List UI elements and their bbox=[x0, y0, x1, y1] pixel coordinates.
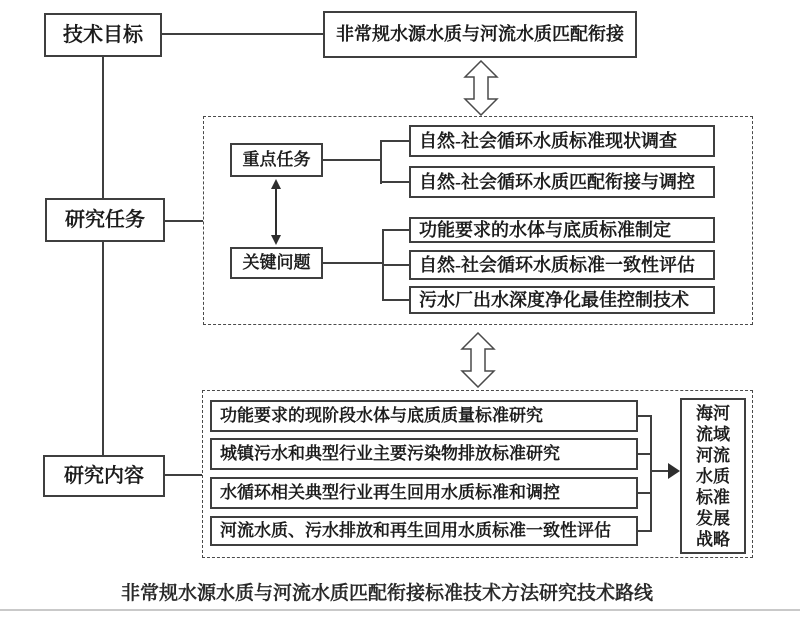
vertical-double-arrow-icon bbox=[268, 178, 284, 246]
bracket-line bbox=[384, 229, 409, 231]
left-spine-line bbox=[102, 57, 104, 455]
key-task-item-label: 自然-社会循环水质标准现状调查 bbox=[419, 130, 677, 151]
overall-goal-label: 非常规水源水质与河流水质匹配衔接 bbox=[336, 24, 624, 45]
research-content-box bbox=[43, 455, 165, 497]
overall-goal-box bbox=[323, 11, 637, 58]
research-item-box bbox=[210, 516, 638, 546]
key-problem-item-label: 污水厂出水深度净化最佳控制技术 bbox=[419, 289, 689, 310]
tech-goal-box bbox=[44, 13, 162, 57]
research-item-box bbox=[210, 400, 638, 432]
research-tasks-label: 研究任务 bbox=[65, 208, 145, 231]
research-content-label: 研究内容 bbox=[64, 464, 144, 487]
key-problem-item-label: 自然-社会循环水质标准一致性评估 bbox=[419, 254, 695, 275]
bracket-line bbox=[382, 140, 409, 142]
key-tasks-label-box bbox=[230, 143, 323, 177]
up-down-hollow-arrow-icon bbox=[459, 60, 503, 116]
bracket-line bbox=[380, 140, 382, 184]
right-arrow-icon bbox=[668, 463, 680, 479]
connector-tasks-line bbox=[165, 220, 203, 222]
research-item-label: 功能要求的现阶段水体与底质质量标准研究 bbox=[220, 406, 543, 426]
research-item-label: 水循环相关典型行业再生回用水质标准和调控 bbox=[220, 483, 560, 503]
research-item-box bbox=[210, 477, 638, 509]
key-task-item-label: 自然-社会循环水质匹配衔接与调控 bbox=[419, 171, 695, 192]
connector-content-line bbox=[165, 474, 202, 476]
bracket-line bbox=[323, 262, 382, 264]
connector-goal-line bbox=[162, 33, 323, 35]
bracket-line bbox=[323, 159, 380, 161]
bracket-line bbox=[384, 299, 409, 301]
research-item-box bbox=[210, 438, 638, 470]
key-problem-item-box bbox=[409, 286, 715, 314]
strategy-box: 海河流域河流水质标准发展战略 bbox=[680, 398, 746, 554]
key-problems-label: 关键问题 bbox=[242, 253, 311, 273]
research-item-label: 城镇污水和典型行业主要污染物排放标准研究 bbox=[220, 444, 560, 464]
page-divider-line bbox=[0, 609, 800, 611]
key-task-item-box bbox=[409, 125, 715, 157]
key-problems-label-box bbox=[230, 247, 323, 279]
up-down-hollow-arrow-icon bbox=[456, 332, 500, 388]
bracket-line bbox=[382, 181, 409, 183]
key-problem-item-box bbox=[409, 250, 715, 280]
figure-caption: 非常规水源水质与河流水质匹配衔接标准技术方法研究技术路线 bbox=[120, 583, 653, 604]
bracket-line bbox=[384, 264, 409, 266]
key-problem-item-box bbox=[409, 217, 715, 243]
research-tasks-box bbox=[45, 198, 165, 242]
key-task-item-box bbox=[409, 166, 715, 198]
key-tasks-label: 重点任务 bbox=[242, 150, 311, 170]
tech-goal-label: 技术目标 bbox=[63, 23, 143, 46]
research-item-label: 河流水质、污水排放和再生回用水质标准一致性评估 bbox=[220, 521, 611, 541]
bracket-line bbox=[650, 415, 652, 532]
key-problem-item-label: 功能要求的水体与底质标准制定 bbox=[419, 219, 671, 240]
